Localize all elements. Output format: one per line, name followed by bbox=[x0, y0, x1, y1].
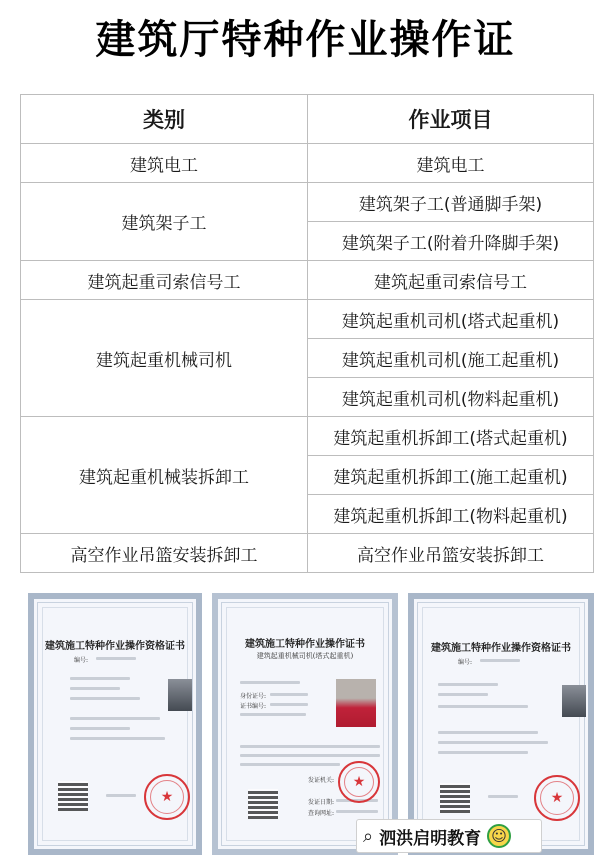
smile-icon: ☺ bbox=[487, 824, 511, 848]
item-cell: 建筑起重机拆卸工(施工起重机) bbox=[308, 456, 594, 495]
cert-2-verify-label: 查询网址: bbox=[308, 810, 335, 817]
item-cell: 建筑架子工(附着升降脚手架) bbox=[308, 222, 594, 261]
category-cell: 建筑电工 bbox=[21, 144, 308, 183]
item-cell: 建筑起重司索信号工 bbox=[308, 261, 594, 300]
cert-1-photo bbox=[168, 679, 192, 711]
cert-1-title: 建筑施工特种作业操作资格证书 bbox=[45, 641, 185, 652]
table-header-row bbox=[21, 95, 594, 144]
cert-2-subtitle: 建筑起重机械司机(塔式起重机) bbox=[256, 652, 354, 660]
category-cell: 建筑架子工 bbox=[21, 183, 308, 261]
cert-2-title: 建筑施工特种作业操作证书 bbox=[245, 639, 365, 650]
cert-3-qr-code bbox=[440, 783, 470, 813]
table-row bbox=[21, 534, 594, 573]
cert-2-id-label: 身份证号: bbox=[240, 693, 267, 700]
cert-2-date-label: 发证日期: bbox=[308, 799, 335, 806]
header-item: 作业项目 bbox=[308, 95, 594, 144]
category-cell: 高空作业吊篮安装拆卸工 bbox=[21, 534, 308, 573]
cert-2-cert-label: 证书编号: bbox=[240, 703, 267, 710]
certificate-image-3 bbox=[408, 593, 594, 855]
category-table bbox=[20, 94, 594, 573]
category-cell: 建筑起重机械装拆卸工 bbox=[21, 417, 308, 534]
item-cell: 建筑架子工(普通脚手架) bbox=[308, 183, 594, 222]
table-row bbox=[21, 300, 594, 339]
page-title: 建筑厅特种作业操作证 bbox=[95, 17, 516, 63]
item-cell: 建筑起重机司机(塔式起重机) bbox=[308, 300, 594, 339]
search-icon: ⌕ bbox=[363, 825, 374, 847]
cert-3-title: 建筑施工特种作业操作资格证书 bbox=[431, 643, 571, 654]
cert-2-seal: ★ bbox=[338, 761, 380, 803]
cert-2-qr-code bbox=[248, 789, 278, 819]
cert-2-photo bbox=[336, 679, 376, 727]
item-cell: 高空作业吊篮安装拆卸工 bbox=[308, 534, 594, 573]
category-cell: 建筑起重机械司机 bbox=[21, 300, 308, 417]
item-cell: 建筑起重机拆卸工(塔式起重机) bbox=[308, 417, 594, 456]
table-row bbox=[21, 261, 594, 300]
certificate-image-1 bbox=[28, 593, 202, 855]
item-cell: 建筑起重机司机(施工起重机) bbox=[308, 339, 594, 378]
table-row bbox=[21, 144, 594, 183]
table-row bbox=[21, 183, 594, 222]
cert-3-seal: ★ bbox=[534, 775, 580, 821]
table-row bbox=[21, 417, 594, 456]
certificate-image-2 bbox=[212, 593, 398, 855]
category-cell: 建筑起重司索信号工 bbox=[21, 261, 308, 300]
header-category: 类别 bbox=[21, 95, 308, 144]
cert-2-issuer-label: 发证机关: bbox=[308, 777, 335, 784]
item-cell: 建筑电工 bbox=[308, 144, 594, 183]
brand-name: 泗洪启明教育 bbox=[379, 828, 482, 849]
item-cell: 建筑起重机司机(物料起重机) bbox=[308, 378, 594, 417]
cert-3-photo bbox=[562, 685, 586, 717]
cert-1-seal: ★ bbox=[144, 774, 190, 820]
brand-badge bbox=[356, 819, 542, 853]
cert-1-qr-code bbox=[58, 781, 88, 811]
cert-1-no-label: 编号: bbox=[74, 657, 89, 664]
cert-3-no-label: 编号: bbox=[458, 659, 473, 666]
item-cell: 建筑起重机拆卸工(物料起重机) bbox=[308, 495, 594, 534]
